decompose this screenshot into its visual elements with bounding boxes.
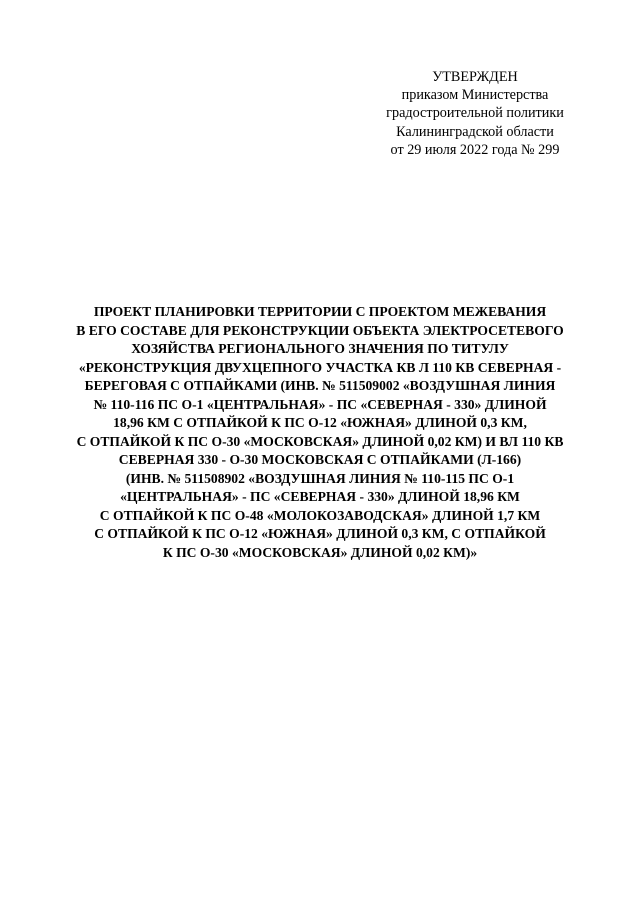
title-line: С ОТПАЙКОЙ К ПС О-48 «МОЛОКОЗАВОДСКАЯ» ДЛИНОЙ 1,7 КМ (99, 507, 541, 523)
approval-date-line: от 29 июля 2022 года № 299 (390, 141, 560, 158)
approval-line: приказом Министерства (401, 87, 549, 104)
title-line: В ЕГО СОСТАВЕ ДЛЯ РЕКОНСТРУКЦИИ ОБЪЕКТА ЭЛЕКТРОСЕТЕВОГО (76, 322, 564, 338)
title-line: (ИНВ. № 511508902 «ВОЗДУШНАЯ ЛИНИЯ № 110-115 ПС О-1 (125, 470, 515, 486)
title-line: БЕРЕГОВАЯ С ОТПАЙКАМИ (ИНВ. № 511509002 «ВОЗДУШНАЯ ЛИНИЯ (84, 378, 556, 393)
approval-heading: УТВЕРЖДЕН (432, 69, 518, 85)
title-line: ПРОЕКТ ПЛАНИРОВКИ ТЕРРИТОРИИ С ПРОЕКТОМ МЕЖЕВАНИЯ (93, 304, 547, 319)
title-line: ХОЗЯЙСТВА РЕГИОНАЛЬНОГО ЗНАЧЕНИЯ ПО ТИТУЛУ (131, 341, 509, 356)
title-line: 18,96 КМ С ОТПАЙКОЙ К ПС О-12 «ЮЖНАЯ» ДЛИНОЙ 0,3 КМ, (113, 415, 527, 430)
title-line: № 110-116 ПС О-1 «ЦЕНТРАЛЬНАЯ» - ПС «СЕВЕРНАЯ - 330» ДЛИНОЙ (93, 396, 547, 412)
approval-stamp (370, 68, 580, 159)
title-line: С ОТПАЙКОЙ К ПС О-12 «ЮЖНАЯ» ДЛИНОЙ 0,3 КМ, С ОТПАЙКОЙ (94, 526, 546, 541)
title-line: «ЦЕНТРАЛЬНАЯ» - ПС «СЕВЕРНАЯ - 330» ДЛИНОЙ 18,96 КМ (120, 489, 520, 504)
title-line: К ПС О-30 «МОСКОВСКАЯ» ДЛИНОЙ 0,02 КМ)» (162, 544, 478, 560)
approval-line: Калининградской области (396, 123, 554, 140)
approval-line: градостроительной политики (386, 105, 564, 122)
document-title (40, 303, 600, 562)
title-line: С ОТПАЙКОЙ К ПС О-30 «МОСКОВСКАЯ» ДЛИНОЙ 0,02 КМ) И ВЛ 110 КВ (76, 433, 564, 449)
title-line: СЕВЕРНАЯ 330 - О-30 МОСКОВСКАЯ С ОТПАЙКАМИ (Л-166) (118, 452, 522, 467)
title-line: «РЕКОНСТРУКЦИЯ ДВУХЦЕПНОГО УЧАСТКА КВ Л 110 КВ СЕВЕРНАЯ - (78, 359, 562, 375)
